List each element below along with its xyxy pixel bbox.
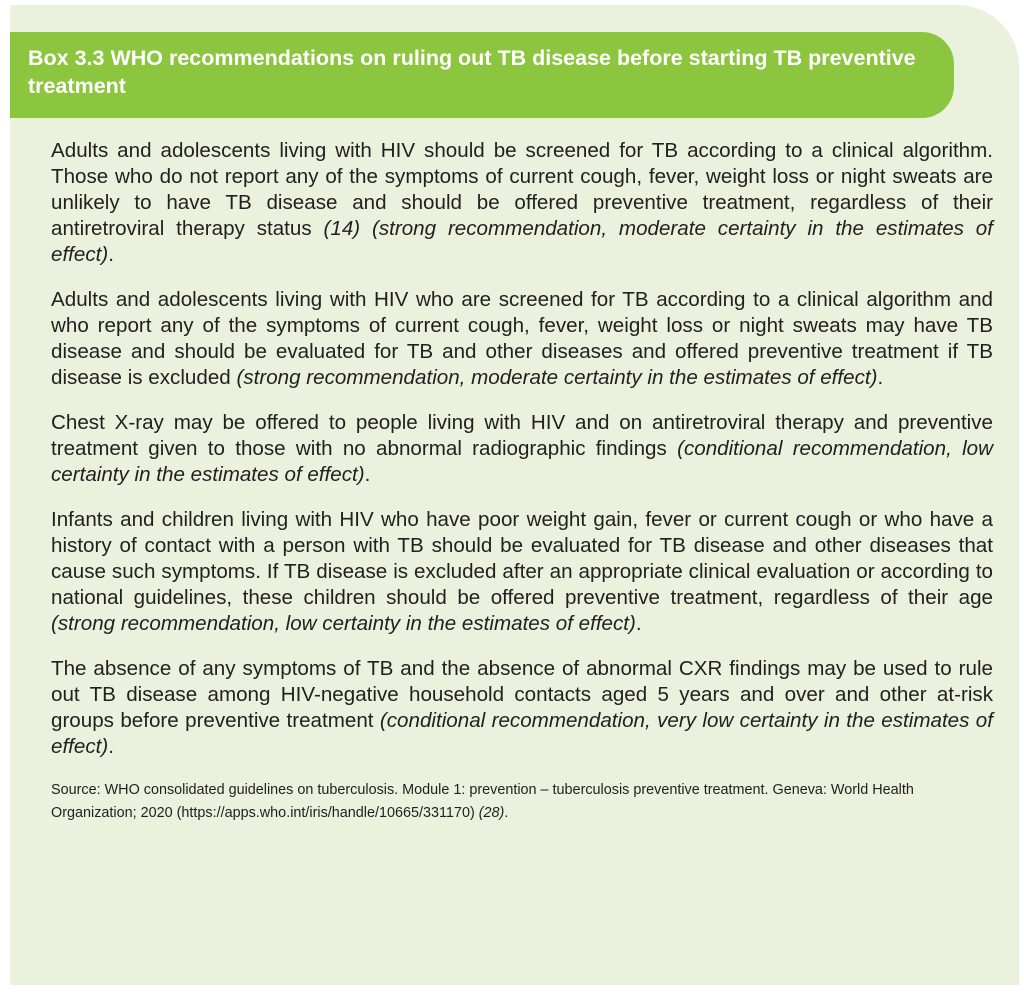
recommendation-rating: (14) (strong recommendation, moderate certainty in the estimates of effect)	[51, 217, 993, 266]
recommendation-end: .	[108, 735, 114, 758]
recommendation-rating: (strong recommendation, moderate certainty in the estimates of effect)	[236, 366, 878, 389]
box-title: Box 3.3 WHO recommendations on ruling out TB disease before starting TB preventive treatment	[28, 46, 916, 98]
recommendation-end: .	[877, 366, 884, 389]
source-citation	[51, 779, 993, 825]
recommendation-paragraph-2	[51, 287, 993, 391]
recommendation-end: .	[635, 612, 642, 635]
recommendation-text: Adults and adolescents living with HIV who are screened for TB according to a clinical algorithm and who report any of the symptoms of current cough, fever, weight loss or night sweats may have TB disease and should be evaluated for TB and other diseases and offered preventive treatment if TB disease is excluded	[51, 288, 993, 389]
recommendation-paragraph-4	[51, 507, 993, 637]
source-text: Source: WHO consolidated guidelines on tuberculosis. Module 1: prevention – tuberculosis preventive treatment. Geneva: World Health Organization; 2020 (https://apps.who.int/iris/handle/10665/331170)	[51, 782, 914, 821]
recommendation-text: Infants and children living with HIV who have poor weight gain, fever or current cough or who have a history of contact with a person with TB should be evaluated for TB disease and other diseases that cause such symptoms. If TB disease is excluded after an appropriate clinical evaluation or according to national guidelines, these children should be offered preventive treatment, regardless of their age	[51, 508, 993, 609]
source-reference: (28)	[478, 805, 505, 821]
recommendation-text: Chest X-ray may be offered to people living with HIV and on antiretroviral therapy and preventive treatment given to those with no abnormal radiographic findings	[51, 411, 993, 460]
recommendation-end: .	[108, 243, 114, 266]
box-header	[10, 32, 954, 118]
recommendation-text: Adults and adolescents living with HIV should be screened for TB according to a clinical algorithm. Those who do not report any of the symptoms of current cough, fever, weight loss or night sweats are unlikely to have TB disease and should be offered preventive treatment, regardless of their antiretroviral therapy status	[51, 139, 993, 240]
recommendation-rating: (conditional recommendation, low certainty in the estimates of effect)	[51, 437, 994, 486]
recommendation-text: The absence of any symptoms of TB and the absence of abnormal CXR findings may be used to rule out TB disease among HIV-negative household contacts aged 5 years and over and other at-risk groups before preventive treatment	[51, 657, 993, 732]
recommendation-end: .	[364, 463, 371, 486]
recommendation-paragraph-1	[51, 138, 993, 268]
recommendation-rating: (strong recommendation, low certainty in the estimates of effect)	[51, 612, 636, 635]
recommendation-paragraph-5	[51, 656, 993, 760]
source-end: .	[504, 805, 509, 821]
box-content	[51, 138, 993, 825]
recommendation-paragraph-3	[51, 410, 993, 488]
recommendation-rating: (conditional recommendation, very low certainty in the estimates of effect)	[51, 709, 993, 758]
